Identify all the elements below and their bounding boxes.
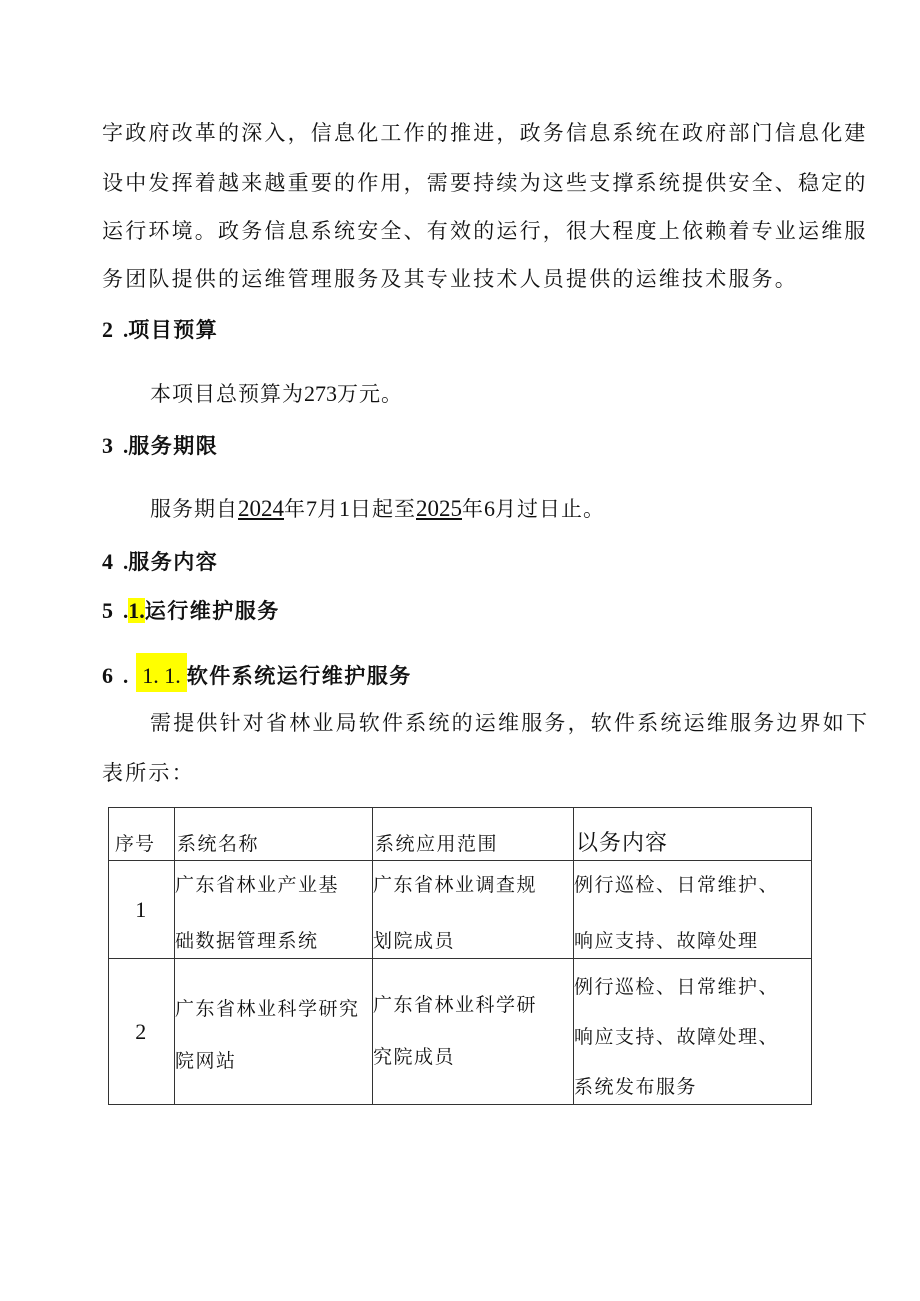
period-text [150, 497, 605, 521]
period-text-d: 年 [462, 497, 484, 521]
section-number: 3 [102, 433, 113, 458]
budget-prefix: 本项目总预算为 [150, 382, 304, 406]
row-content [574, 959, 812, 1105]
section-heading-operations [102, 599, 280, 623]
intro-line-1: 字政府改革的深入，信息化工作的推进，政务信息系统在政府部门信息化建 [102, 121, 868, 145]
period-end-year: 2025 [416, 496, 462, 521]
section-dot: . [123, 599, 129, 623]
row-system-name [175, 861, 373, 959]
cell-line: 例行巡检、日常维护、 [574, 874, 780, 896]
section-number: 2 [102, 317, 113, 342]
highlighted-subnumber: 1. 1. [136, 653, 187, 692]
section-dot: . [123, 318, 129, 342]
section-title: 服务期限 [128, 433, 219, 458]
row-index: 1 [109, 861, 175, 959]
cell-line: 院网站 [175, 1050, 237, 1072]
table-row [109, 959, 812, 1105]
budget-amount: 273 [304, 381, 337, 406]
cell-line: 响应支持、故障处理 [574, 930, 759, 952]
period-start-year: 2024 [238, 496, 284, 521]
period-start-month: 7 [306, 496, 317, 521]
cell-line: 系统发布服务 [574, 1076, 698, 1098]
budget-text [150, 382, 403, 406]
cell-line: 究院成员 [373, 1046, 456, 1068]
row-scope [373, 959, 574, 1105]
section-dot: . [123, 434, 129, 458]
cell-line: 划院成员 [373, 930, 456, 952]
highlighted-subnumber: 1. [128, 598, 145, 623]
section-title: 软件系统运行维护服务 [186, 663, 412, 688]
period-text-a: 年 [284, 497, 306, 521]
cell-line: 例行巡检、日常维护、 [574, 976, 780, 998]
intro-line-4: 务团队提供的运维管理服务及其专业技术人员提供的运维技术服务。 [102, 267, 798, 291]
table-header-row [109, 808, 812, 861]
header-index: 序号 [109, 808, 175, 861]
budget-suffix: 万元。 [337, 382, 403, 406]
service-scope-table [108, 807, 812, 1105]
section-heading-budget [102, 318, 218, 342]
section-dot: . [123, 550, 129, 574]
section-number: 5 [102, 598, 113, 623]
software-intro-line-1: 需提供针对省林业局软件系统的运维服务，软件系统运维服务边界如下 [150, 711, 870, 735]
section-number: 6 [102, 663, 113, 688]
cell-line: 广东省林业产业基 [175, 874, 340, 896]
intro-line-2: 设中发挥着越来越重要的作用，需要持续为这些支撑系统提供安全、稳定的 [102, 171, 868, 195]
row-system-name [175, 959, 373, 1105]
section-title: 运行维护服务 [144, 598, 280, 623]
row-scope [373, 861, 574, 959]
period-text-c: 日起至 [350, 497, 416, 521]
cell-line: 广东省林业科学研 [373, 994, 538, 1016]
period-text-e: 月过日止。 [495, 497, 605, 521]
header-system-name: 系统名称 [175, 808, 373, 861]
period-prefix: 服务期自 [150, 497, 238, 521]
intro-line-3: 运行环境。政务信息系统安全、有效的运行，很大程度上依赖着专业运维服 [102, 219, 868, 243]
period-end-month: 6 [484, 496, 495, 521]
software-intro-line-2: 表所示： [102, 761, 195, 785]
cell-line: 响应支持、故障处理、 [574, 1026, 780, 1048]
section-heading-software [102, 664, 412, 688]
section-heading-content [102, 550, 218, 574]
section-heading-period [102, 434, 218, 458]
section-title: 项目预算 [128, 317, 219, 342]
cell-line: 广东省林业科学研究 [175, 998, 360, 1020]
section-dot: . [123, 664, 129, 688]
section-number: 4 [102, 549, 113, 574]
cell-line: 广东省林业调查规 [373, 874, 538, 896]
cell-line: 础数据管理系统 [175, 930, 319, 952]
period-start-day: 1 [339, 496, 350, 521]
row-content [574, 861, 812, 959]
period-text-b: 月 [317, 497, 339, 521]
header-scope: 系统应用范围 [373, 808, 574, 861]
row-index: 2 [109, 959, 175, 1105]
header-content: 以务内容 [574, 808, 812, 861]
section-title: 服务内容 [128, 549, 219, 574]
table-row [109, 861, 812, 959]
